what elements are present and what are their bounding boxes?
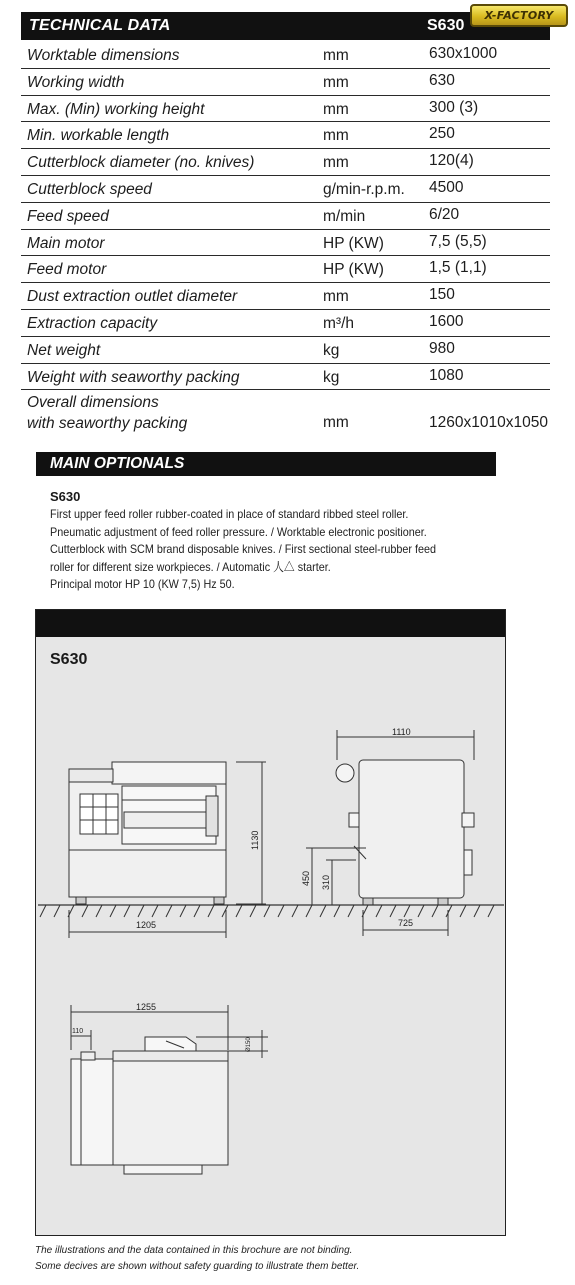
top-view — [71, 1002, 268, 1174]
spec-name: Main motor — [27, 234, 105, 252]
machine-dimension-drawing — [36, 610, 507, 1237]
spec-row — [21, 149, 550, 176]
disclaimer — [35, 1243, 359, 1274]
spec-name: Feed motor — [27, 261, 107, 279]
spec-unit: HP (KW) — [323, 261, 384, 279]
spec-value: 250 — [429, 125, 455, 143]
spec-unit: mm — [323, 288, 349, 306]
spec-value: 630x1000 — [429, 45, 498, 62]
spec-unit: mm — [323, 127, 349, 145]
dim-front-height: 1130 — [250, 830, 260, 850]
spec-value: 7,5 (5,5) — [429, 232, 487, 250]
spec-name: Cutterblock diameter (no. knives) — [27, 154, 255, 172]
optionals-text — [50, 506, 500, 594]
spec-value: 120(4) — [429, 152, 474, 170]
dim-top-offset: 110 — [72, 1028, 84, 1035]
spec-name: Max. (Min) working height — [27, 100, 205, 118]
disclaimer-line-2: Some decives are shown without safety guarding to illustrate them better. — [35, 1260, 360, 1272]
technical-data-title: TECHNICAL DATA — [29, 17, 171, 34]
optional-line: First upper feed roller rubber-coated in place of standard ribbed steel roller. — [50, 507, 409, 521]
spec-name: Worktable dimensions — [27, 47, 180, 64]
spec-value: 6/20 — [429, 205, 460, 223]
spec-name: Overall dimensions with seaworthy packing — [27, 394, 188, 433]
spec-unit: mm — [323, 47, 349, 64]
spec-value: 1260x1010x1050 — [429, 414, 548, 432]
spec-value: 300 (3) — [429, 98, 479, 116]
x-factory-logo: X-FACTORY — [470, 4, 568, 27]
spec-row — [21, 230, 550, 257]
spec-value: 980 — [429, 339, 455, 357]
spec-value: 1600 — [429, 312, 464, 330]
spec-name: Extraction capacity — [27, 314, 158, 332]
spec-unit: mm — [323, 100, 349, 118]
disclaimer-line-1: The illustrations and the data contained in this brochure are not binding. — [35, 1245, 353, 1256]
spec-row — [21, 176, 550, 203]
dim-side-height-310: 310 — [321, 874, 331, 890]
spec-unit: mm — [323, 154, 349, 172]
optional-line: Principal motor HP 10 (KW 7,5) Hz 50. — [50, 577, 235, 591]
spec-name: Working width — [27, 73, 125, 91]
spec-unit: m/min — [323, 207, 366, 225]
spec-unit: g/min-r.p.m. — [323, 180, 405, 198]
dim-top-width: 1255 — [136, 1002, 157, 1012]
spec-name: Cutterblock speed — [27, 180, 152, 198]
dim-side-height-450: 450 — [301, 870, 311, 886]
spec-row — [21, 364, 550, 391]
optionals-model: S630 — [50, 489, 81, 504]
spec-unit: mm — [323, 73, 349, 91]
dim-side-width: 1110 — [392, 727, 411, 737]
spec-table — [21, 42, 550, 440]
spec-row — [21, 122, 550, 149]
optional-line: Cutterblock with SCM brand disposable knives. / First sectional steel-rubber feed — [50, 542, 436, 556]
spec-value: 1080 — [429, 366, 464, 384]
dim-top-outlet: Ø150 — [246, 1037, 252, 1052]
spec-unit: HP (KW) — [323, 234, 384, 252]
spec-name: Min. workable length — [27, 127, 170, 145]
spec-name: Weight with seaworthy packing — [27, 368, 240, 386]
spec-row — [21, 337, 550, 364]
spec-unit: kg — [323, 341, 340, 359]
spec-row — [21, 256, 550, 283]
spec-row — [21, 283, 550, 310]
spec-name: Dust extraction outlet diameter — [27, 288, 238, 306]
spec-name: Feed speed — [27, 207, 109, 225]
spec-value: 630 — [429, 71, 455, 89]
floor-line — [38, 905, 504, 917]
spec-row — [21, 96, 550, 123]
drawing-model-label: S630 — [50, 651, 88, 668]
spec-value: 1,5 (1,1) — [429, 259, 487, 277]
spec-row — [21, 310, 550, 337]
dimension-drawing-panel — [35, 609, 506, 1236]
model-label: S630 — [427, 17, 465, 34]
optional-line: roller for different size workpieces. / Automatic 人△ starter. — [50, 559, 331, 574]
spec-row — [21, 390, 550, 440]
main-optionals-title: MAIN OPTIONALS — [50, 455, 185, 472]
main-optionals-header — [36, 452, 496, 476]
spec-value: 4500 — [429, 178, 464, 196]
spec-row — [21, 203, 550, 230]
spec-unit: kg — [323, 368, 340, 386]
spec-row — [21, 69, 550, 96]
spec-name: Net weight — [27, 341, 101, 359]
dim-side-depth: 725 — [398, 918, 414, 928]
dim-front-width: 1205 — [136, 920, 157, 930]
spec-unit: m³/h — [323, 314, 354, 332]
spec-value: 150 — [429, 286, 455, 304]
spec-unit: mm — [323, 414, 349, 432]
spec-row — [21, 42, 550, 69]
optional-line: Pneumatic adjustment of feed roller pressure. / Worktable electronic positioner. — [50, 524, 427, 539]
